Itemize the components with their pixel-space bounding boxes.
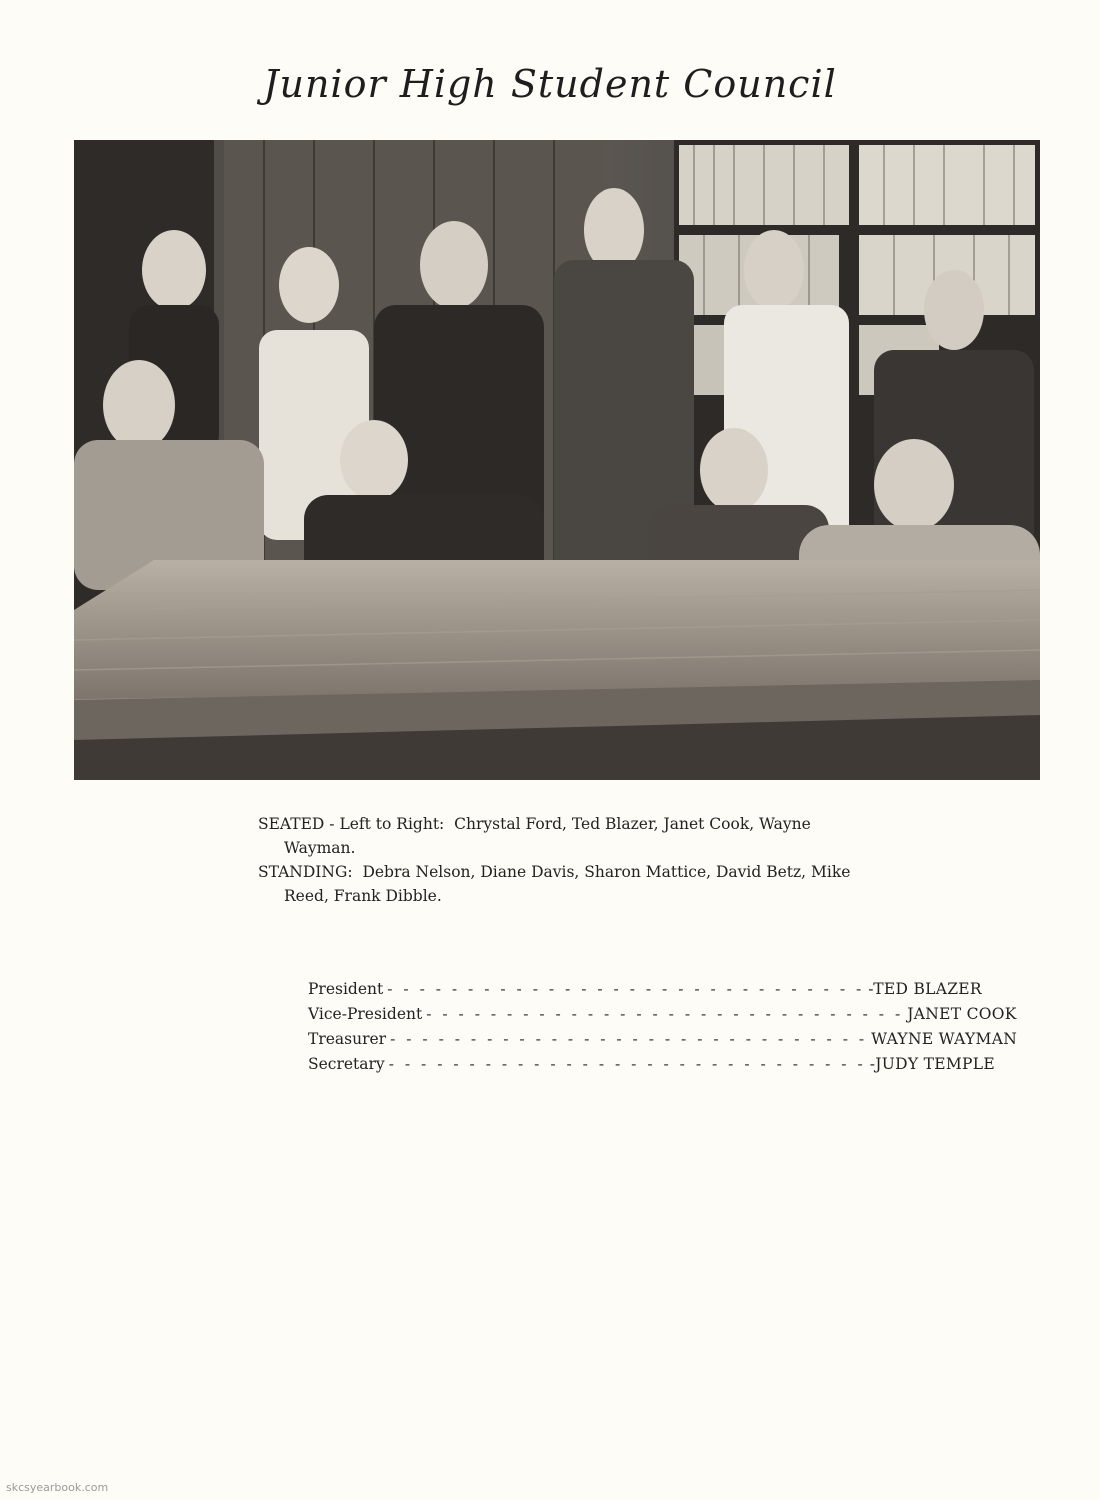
caption-standing (258, 860, 878, 908)
group-photo-illustration (74, 140, 1040, 780)
officer-role: Vice-President (308, 1005, 423, 1023)
officer-row (308, 1005, 1017, 1030)
standing-label: STANDING: (258, 863, 353, 881)
seated-names: Chrystal Ford, Ted Blazer, Janet Cook, Wayne Wayman. (284, 815, 811, 857)
leader-dashes: - - - - - - - - - - - - - - - - - - - - - - - - - - - - - - (387, 980, 865, 998)
officer-row (308, 1055, 995, 1080)
photo-caption (258, 812, 878, 908)
officer-row (308, 980, 982, 1005)
leader-dashes: - - - - - - - - - - - - - - - - - - - - - - - - - - - - - - (426, 1005, 904, 1023)
officer-name: -JUDY TEMPLE (869, 1055, 995, 1073)
leader-dashes: - - - - - - - - - - - - - - - - - - - - - - - - - - - - - - (390, 1030, 868, 1048)
officer-name: JANET COOK (907, 1005, 1017, 1023)
group-photo (74, 140, 1040, 780)
seated-label: SEATED - Left to Right: (258, 815, 445, 833)
officers-list (308, 980, 1018, 1080)
leader-dashes: - - - - - - - - - - - - - - - - - - - - - - - - - - - - - - (388, 1055, 866, 1073)
watermark: skcsyearbook.com (6, 1481, 109, 1494)
officer-name: -TED BLAZER (868, 980, 982, 998)
officer-role: Treasurer (308, 1030, 387, 1048)
caption-seated (258, 812, 878, 860)
officer-role: President (308, 980, 384, 998)
officer-row (308, 1030, 1018, 1055)
officer-name: WAYNE WAYMAN (871, 1030, 1018, 1048)
officer-role: Secretary (308, 1055, 385, 1073)
standing-names: Debra Nelson, Diane Davis, Sharon Mattice, David Betz, Mike Reed, Frank Dibble. (284, 863, 851, 905)
page-title: Junior High Student Council (263, 62, 837, 106)
